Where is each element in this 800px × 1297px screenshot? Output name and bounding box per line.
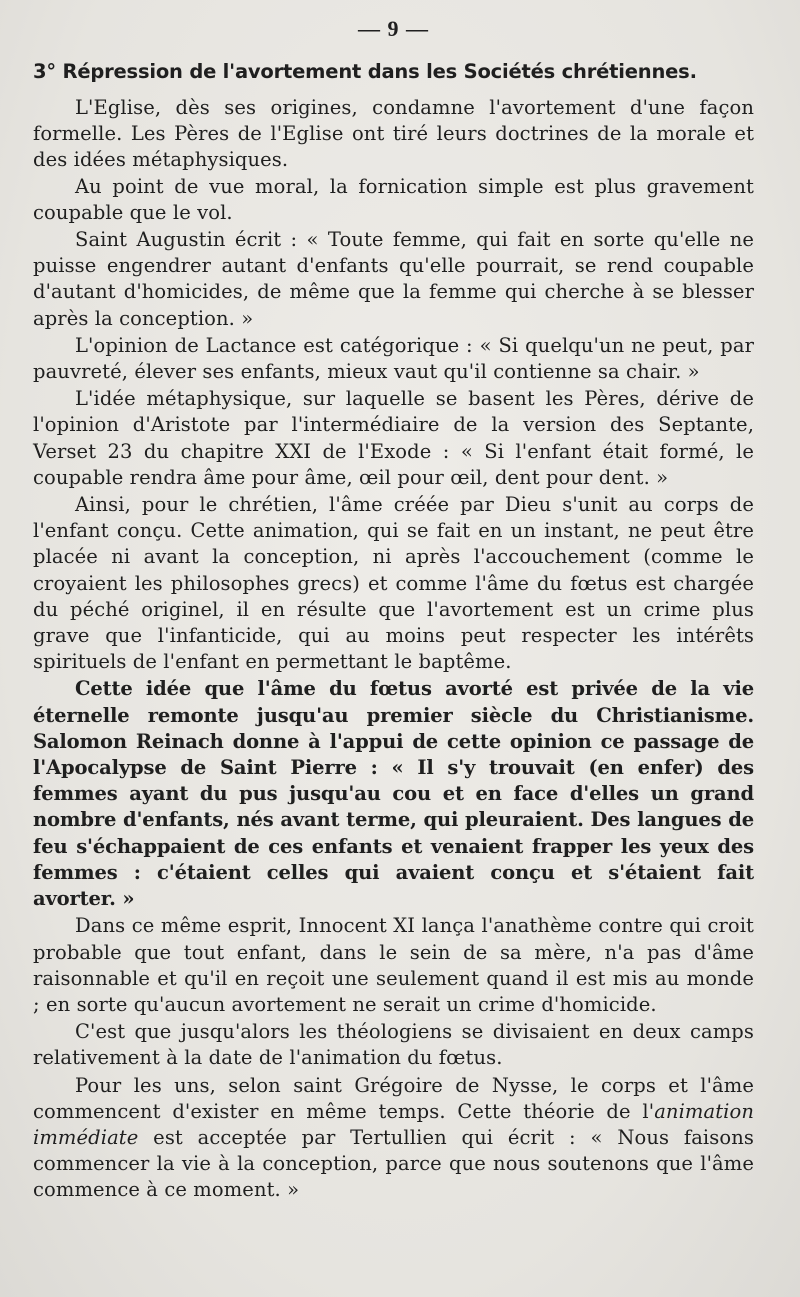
paragraph-metaphysical-idea: L'idée métaphysique, sur laquelle se basent les Pères, dérive de l'opinion d'Aristote par l'intermédiaire de la version des Septante, Verset 23 du chapitre XXI de l'Exode : « Si l'enfant était formé, le coupable rendra âme pour âme, œil pour œil, dent pour dent. » [33,387,754,489]
paragraph-innocent-xi: Dans ce même esprit, Innocent XI lança l'anathème contre qui croit probable que tout enfant, dans le sein de sa mère, n'a pas d'âme raisonnable et qu'il en reçoit une seulement quand il est mis au monde ; en sorte qu'aucun avortement ne serait un crime d'homicide. [33,914,754,1016]
paragraph-theologians: C'est que jusqu'alors les théologiens se divisaient en deux camps relativement à la date de l'animation du fœtus. [33,1020,754,1070]
paragraph-text-after-italic: est acceptée par Tertullien qui écrit : « Nous faisons commencer la vie à la conception, parce que nous soutenons que l'âme commence à ce moment. » [33,1125,754,1202]
page-number: — 9 — [358,16,429,41]
paragraph-lactance: L'opinion de Lactance est catégorique : « Si quelqu'un ne peut, par pauvreté, élever ses enfants, mieux vaut qu'il contienne sa chair. » [33,333,754,384]
italic-term: animation immédiate [33,1099,754,1149]
paragraph-moral-view: Au point de vue moral, la fornication simple est plus gravement coupable que le vol. [33,174,754,224]
paragraph-animation: Ainsi, pour le chrétien, l'âme créée par Dieu s'unit au corps de l'enfant conçu. Cette animation, qui se fait en un instant, ne peut être placée ni avant la conception, ni après l'accouchement (comme le croyaient les philosophes grecs) et comme l'âme du fœtus est chargée du péché originel, il en résulte que l'avortement est un crime plus grave que l'infanticide, qui au moins peut respecter les intérêts spirituels de l'enfant en permettant le baptême. [33,493,754,674]
paragraph-text-before-italic: Pour les uns, selon saint Grégoire de Nysse, le corps et l'âme commencent d'exister en même temps. Cette théorie de l' [33,1073,754,1123]
paragraph-gregoire-de-nysse [33,1073,754,1204]
paragraph-church-origins: L'Eglise, dès ses origines, condamne l'avortement d'une façon formelle. Les Pères de l'Eglise ont tiré leurs doctrines de la morale et des idées métaphysiques. [33,96,754,172]
paragraph-eternal-life: Cette idée que l'âme du fœtus avorté est privée de la vie éternelle remonte jusqu'au premier siècle du Christianisme. Salomon Reinach donne à l'appui de cette opinion ce passage de l'Apocalypse de Saint Pierre : « Il s'y trouvait (en enfer) des femmes ayant du pus jusqu'au cou et en face d'elles un grand nombre d'enfants, nés avant terme, qui pleuraient. Des langues de feu s'échappaient de ces enfants et venaient frapper les yeux des femmes : c'étaient celles qui avaient conçu et s'étaient fait avorter. » [33,677,754,911]
paragraph-saint-augustin: Saint Augustin écrit : « Toute femme, qui fait en sorte qu'elle ne puisse engendrer autant d'enfants qu'elle pourrait, se rend coupable d'autant d'homicides, de même que la femme qui cherche à se blesser après la conception. » [33,228,754,330]
section-title: 3° Répression de l'avortement dans les Sociétés chrétiennes. [33,60,697,83]
